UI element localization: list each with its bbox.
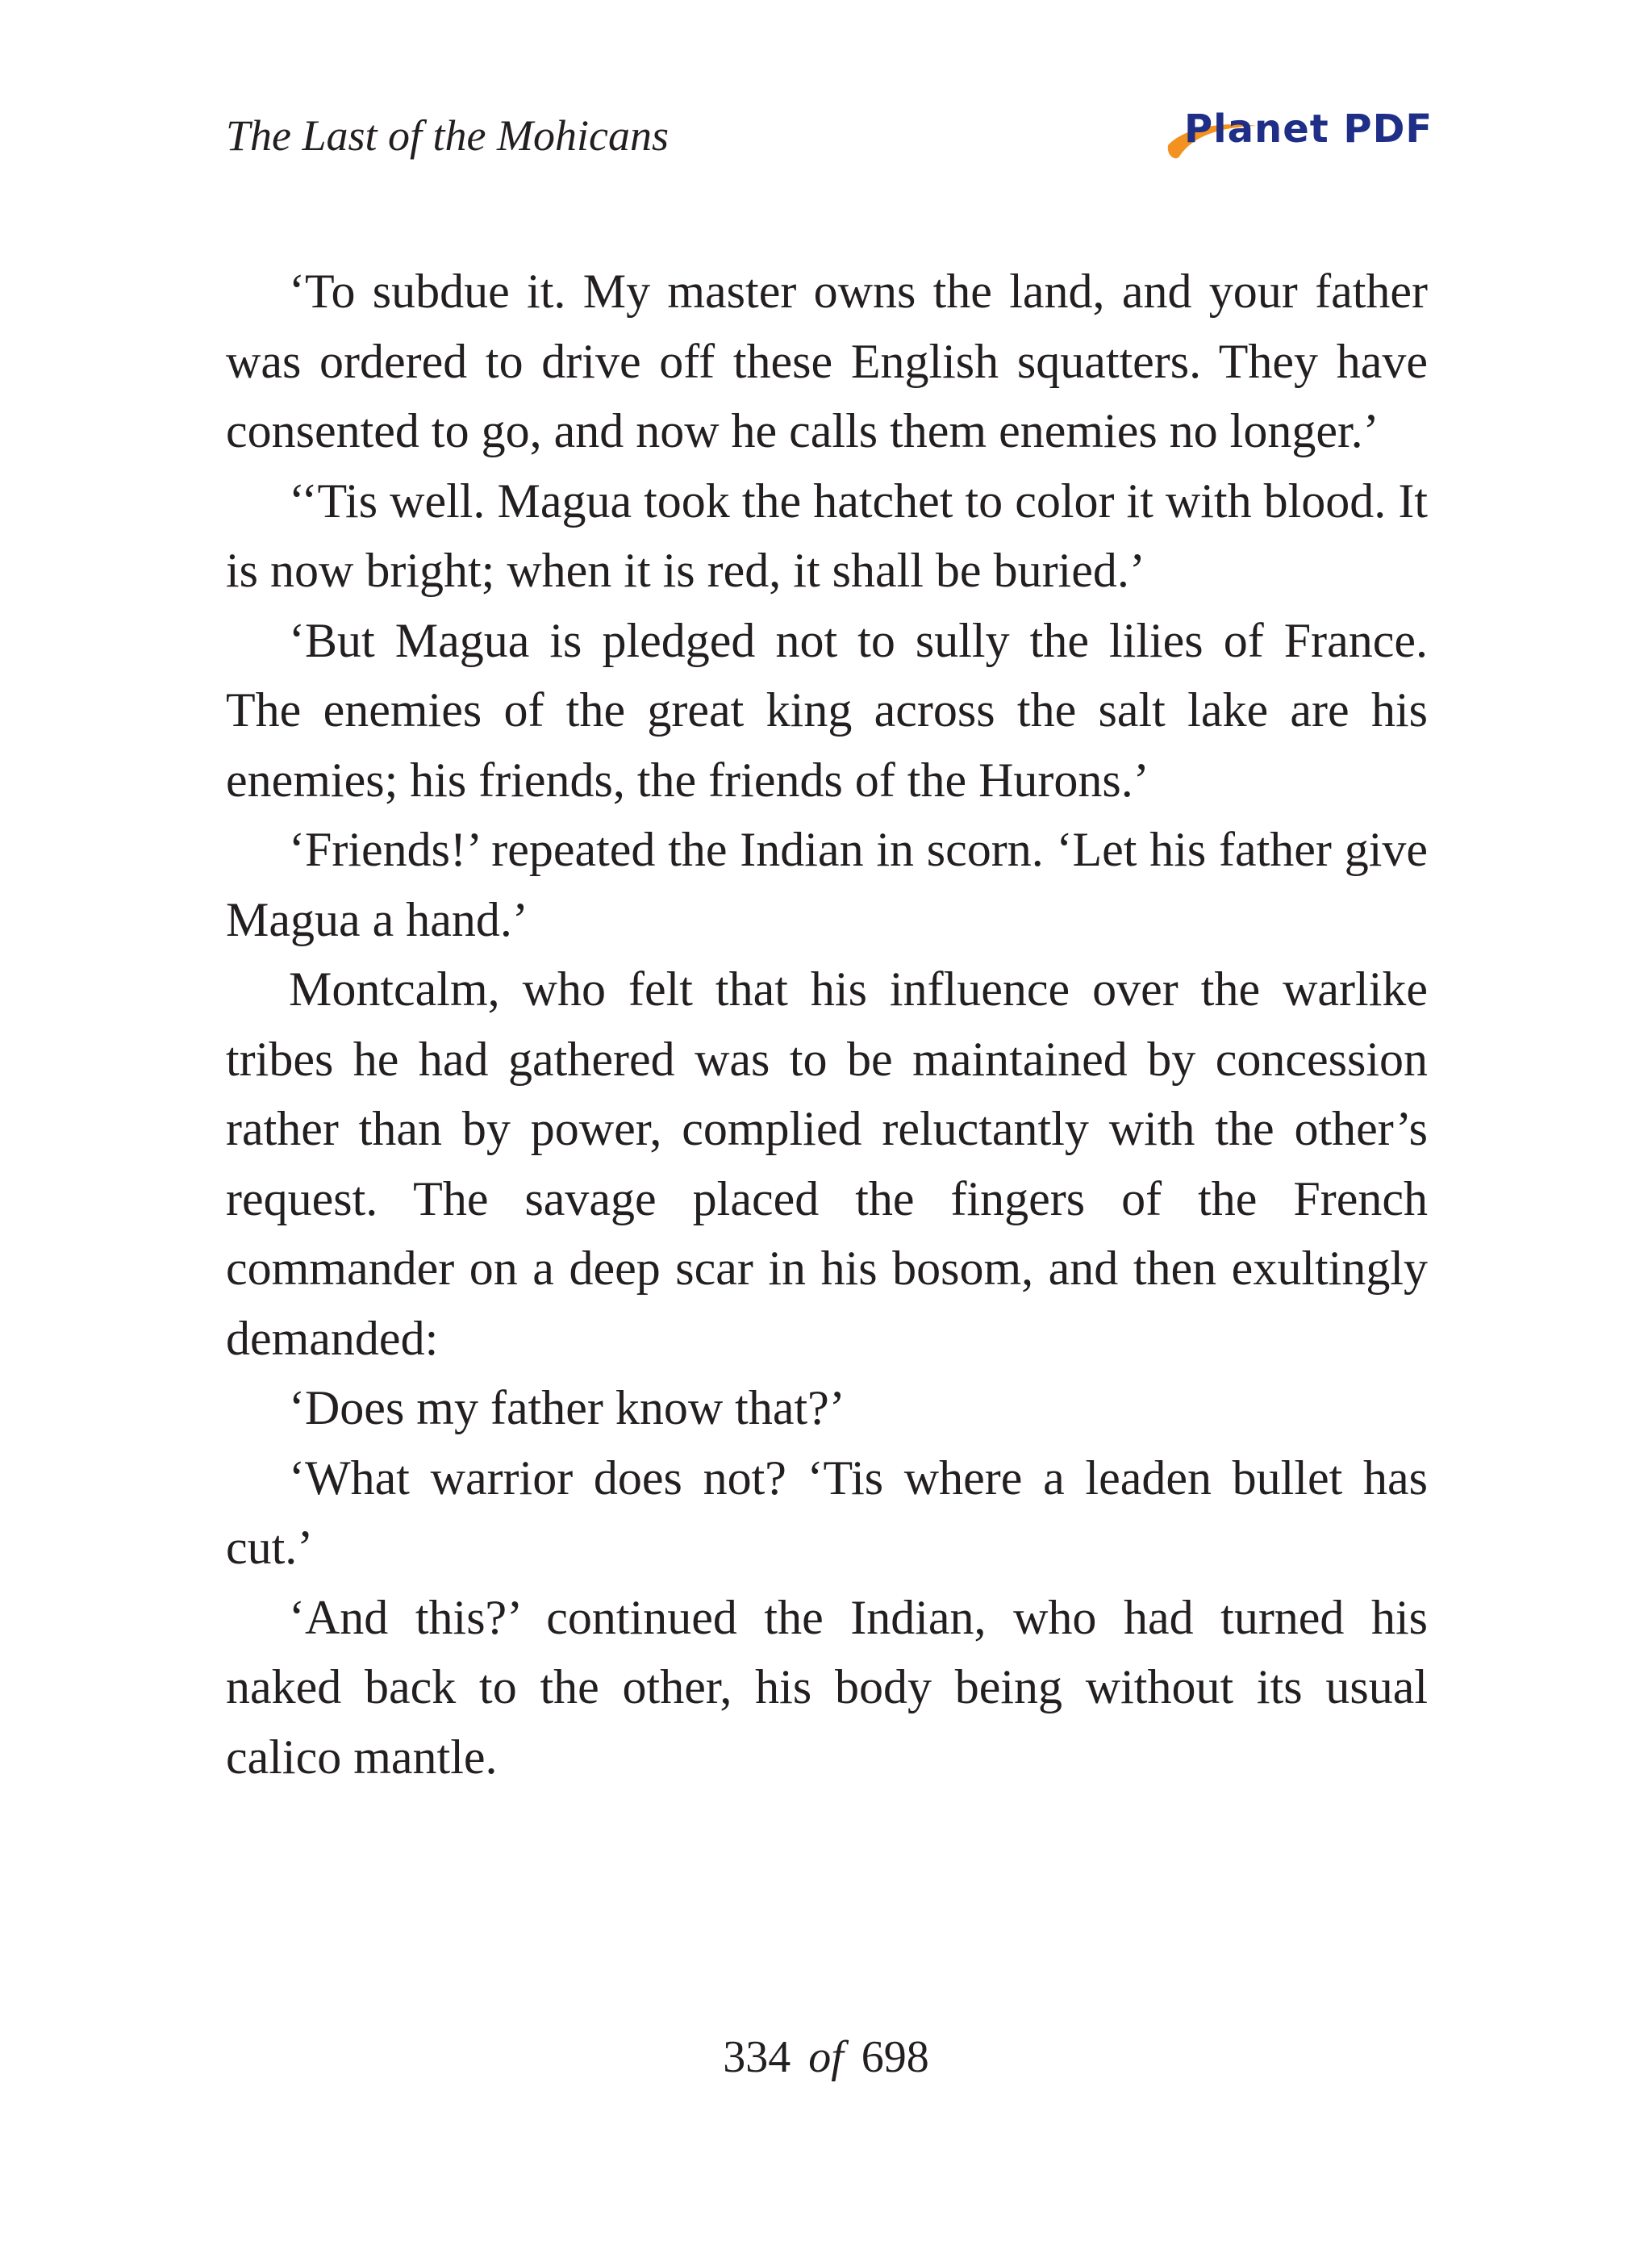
page-body bbox=[226, 257, 1428, 1792]
total-pages: 698 bbox=[861, 2032, 929, 2082]
paragraph: ‘Does my father know that?’ bbox=[289, 1381, 845, 1434]
planet-pdf-logo bbox=[1160, 103, 1433, 168]
book-title: The Last of the Mohicans bbox=[226, 111, 669, 160]
paragraph: ‘And this?’ continued the Indian, who had turned his naked back to the other, his body being without its usual calico mantle. bbox=[226, 1590, 1428, 1784]
paragraph: ‘Friends!’ repeated the Indian in scorn. ‘Let his father give Magua a hand.’ bbox=[226, 823, 1428, 946]
paragraph: ‘‘Tis well. Magua took the hatchet to color it with blood. It is now bright; when it is red, it shall be buried.’ bbox=[226, 474, 1428, 597]
paragraph: ‘To subdue it. My master owns the land, and your father was ordered to drive off these English squatters. They have consented to go, and now he calls them enemies no longer.’ bbox=[226, 265, 1428, 457]
paragraph: ‘What warrior does not? ‘Tis where a leaden bullet has cut.’ bbox=[226, 1450, 1428, 1574]
current-page: 334 bbox=[723, 2032, 791, 2082]
page-of-label: of bbox=[808, 2032, 844, 2082]
page-header bbox=[226, 103, 1433, 168]
logo-text: Planet PDF bbox=[1184, 106, 1433, 152]
paragraph: Montcalm, who felt that his influence over the warlike tribes he had gathered was to be maintained by concession rather than by power, complied reluctantly with the other’s request. The savage placed the fingers of the French commander on a deep scar in his bosom, and then exultingly demanded: bbox=[226, 962, 1428, 1365]
page-number bbox=[0, 2031, 1652, 2083]
paragraph: ‘But Magua is pledged not to sully the lilies of France. The enemies of the great king across the salt lake are his enemies; his friends, the friends of the Hurons.’ bbox=[226, 613, 1428, 807]
